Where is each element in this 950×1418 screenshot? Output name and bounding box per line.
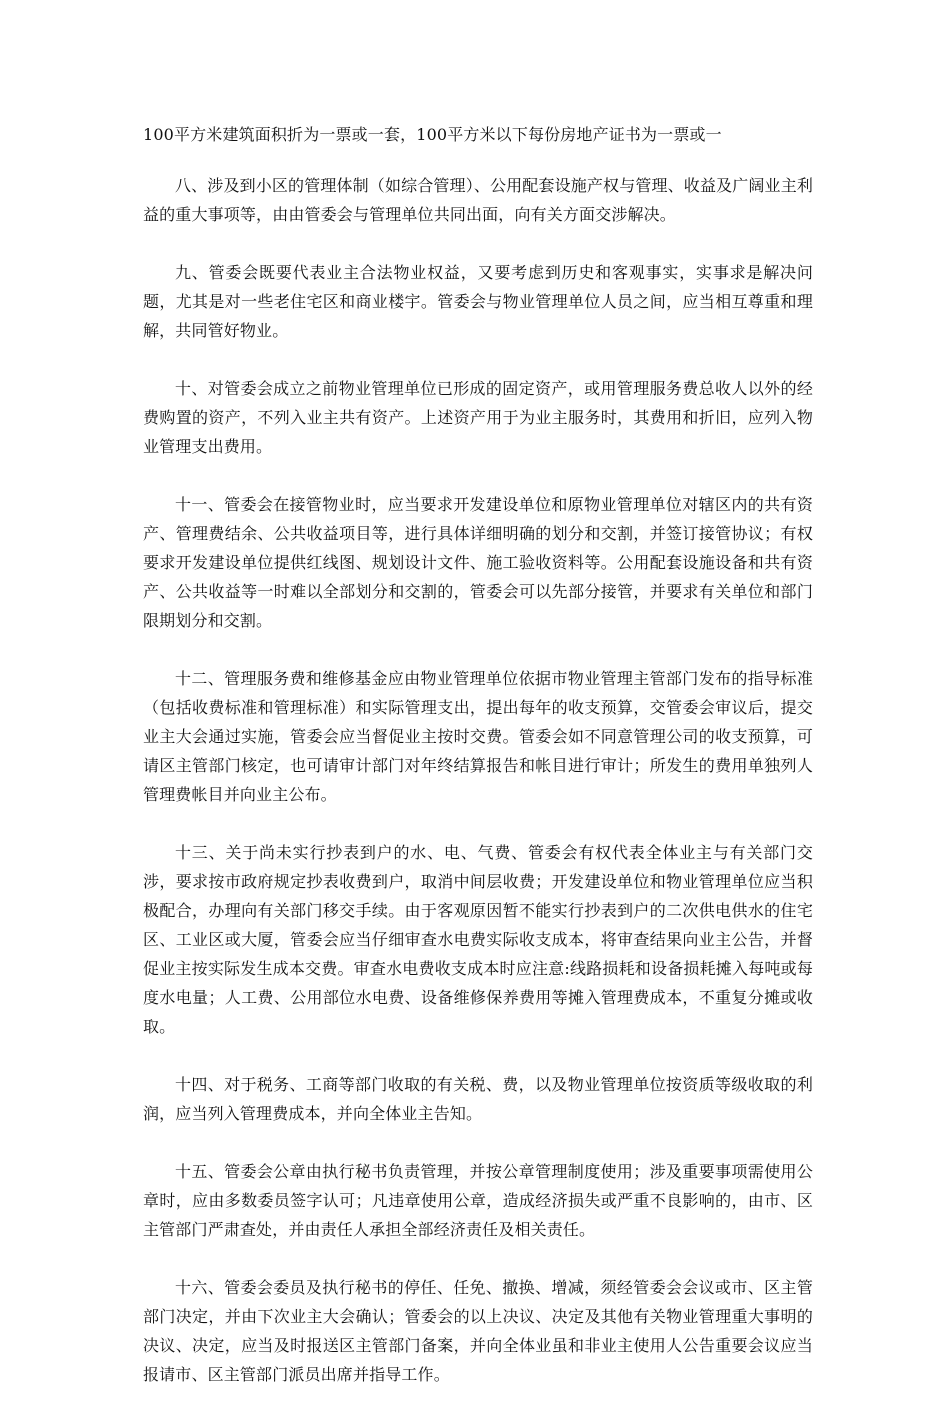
- clause-12: [143, 664, 813, 809]
- continuation-line: 100平方米建筑面积折为一票或一套，100平方米以下每份房地产证书为一票或一: [143, 125, 722, 144]
- clause-8: [143, 171, 813, 229]
- clause-9-text: 九、管委会既要代表业主合法物业权益，又要考虑到历史和客观事实，实事求是解决问题，尤其是对一些老住宅区和商业楼宇。管委会与物业管理单位人员之间，应当相互尊重和理解，共同管好物业。: [143, 263, 813, 340]
- clause-16: [143, 1273, 813, 1389]
- clause-9: [143, 258, 813, 345]
- clause-14: [143, 1070, 813, 1128]
- clause-11-text: 十一、管委会在接管物业时，应当要求开发建设单位和原物业管理单位对辖区内的共有资产、管理费结余、公共收益项目等，进行具体详细明确的划分和交割，并签订接管协议；有权要求开发建设单位提供红线图、规划设计文件、施工验收资料等。公用配套设施设备和共有资产、公共收益等一时难以全部划分和交割的，管委会可以先部分接管，并要求有关单位和部门限期划分和交割。: [143, 495, 813, 630]
- clause-10-text: 十、对管委会成立之前物业管理单位已形成的固定资产，或用管理服务费总收人以外的经费购置的资产，不列入业主共有资产。上述资产用于为业主服务时，其费用和折旧，应列入物业管理支出费用。: [143, 379, 813, 456]
- clause-15: [143, 1157, 813, 1244]
- clause-10: [143, 374, 813, 461]
- clause-11: [143, 490, 813, 635]
- clause-14-text: 十四、对于税务、工商等部门收取的有关税、费，以及物业管理单位按资质等级收取的利润，应当列入管理费成本，并向全体业主告知。: [143, 1075, 813, 1123]
- clause-12-text: 十二、管理服务费和维修基金应由物业管理单位依据市物业管理主管部门发布的指导标准（包括收费标准和管理标准）和实际管理支出，提出每年的收支预算，交管委会审议后，提交业主大会通过实施，管委会应当督促业主按时交费。管委会如不同意管理公司的收支预算，可请区主管部门核定，也可请审计部门对年终结算报告和帐目进行审计；所发生的费用单独列人管理费帐目并向业主公布。: [143, 669, 813, 804]
- clause-16-text: 十六、管委会委员及执行秘书的停任、任免、撤换、增减，须经管委会会议或市、区主管部门决定，并由下次业主大会确认；管委会的以上决议、决定及其他有关物业管理重大事明的决议、决定，应当及时报送区主管部门备案，并向全体业虽和非业主使用人公告重要会议应当报请市、区主管部门派员出席并指导工作。: [143, 1278, 813, 1384]
- clause-13: [143, 838, 813, 1041]
- document-page: [143, 123, 813, 1418]
- clause-15-text: 十五、管委会公章由执行秘书负责管理，并按公章管理制度使用；涉及重要事项需使用公章时，应由多数委员签字认可；凡违章使用公章，造成经济损失或严重不良影响的，由市、区主管部门严肃查处，并由责任人承担全部经济责任及相关责任。: [143, 1162, 813, 1239]
- clause-13-text: 十三、关于尚未实行抄表到户的水、电、气费、管委会有权代表全体业主与有关部门交涉，要求按市政府规定抄表收费到户，取消中间层收费；开发建设单位和物业管理单位应当积极配合，办理向有关部门移交手续。由于客观原因暂不能实行抄表到户的二次供电供水的住宅区、工业区或大厦，管委会应当仔细审查水电费实际收支成本，将审查结果向业主公告，并督促业主按实际发生成本交费。审查水电费收支成本时应注意:线路损耗和设备损耗摊入每吨或每度水电量；人工费、公用部位水电费、设备维修保养费用等摊入管理费成本，不重复分摊或收取。: [143, 843, 813, 1036]
- clause-8-text: 八、涉及到小区的管理体制（如综合管理）、公用配套设施产权与管理、收益及广阔业主利益的重大事项等，由由管委会与管理单位共同出面，向有关方面交涉解决。: [143, 176, 814, 224]
